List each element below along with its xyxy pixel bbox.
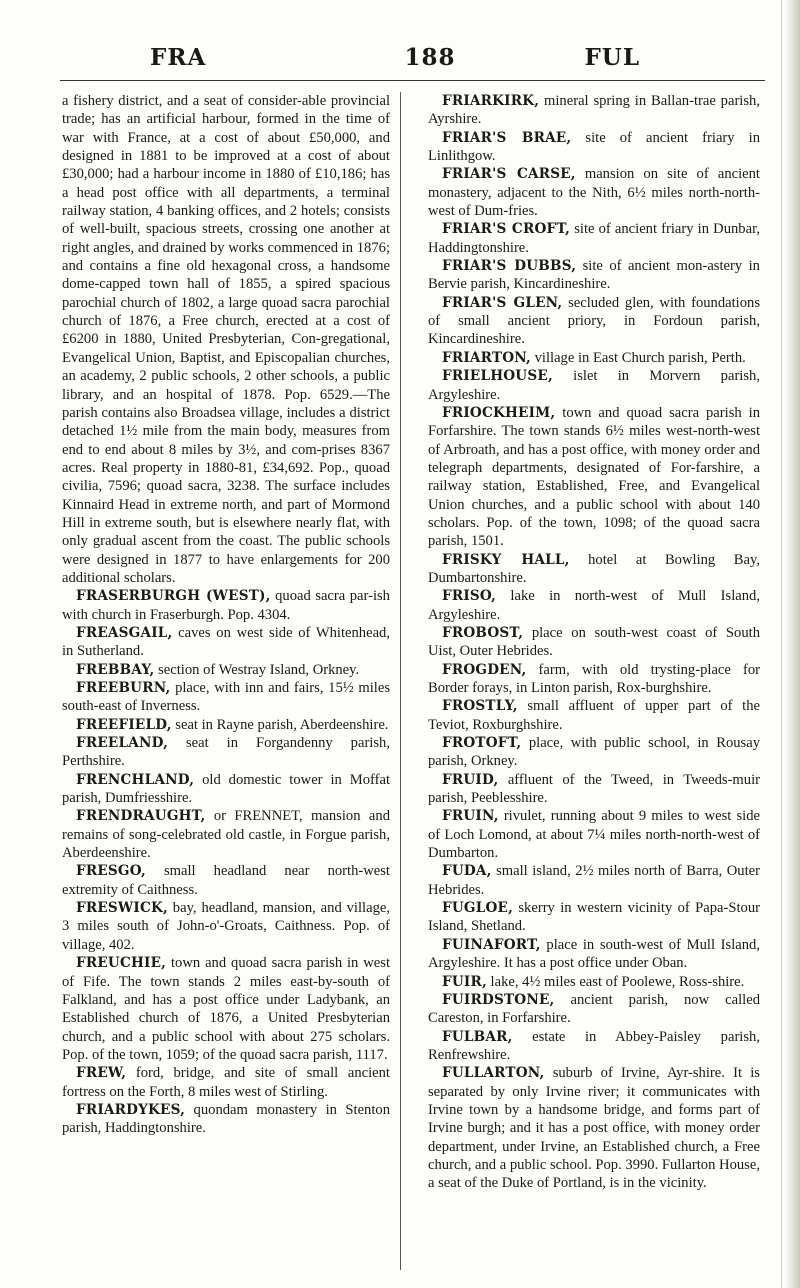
entry-text: place, with inn and fairs, 15½ miles south-east of Inverness.: [62, 680, 390, 715]
gazetteer-entry: [428, 973, 760, 991]
entry-headword: FRESGO,: [76, 863, 146, 880]
entry-headword: FROGDEN,: [442, 661, 527, 678]
gazetteer-entry: [62, 862, 390, 899]
entry-headword: FUIRDSTONE,: [442, 991, 555, 1008]
entry-headword: FRIARTON,: [442, 349, 531, 366]
gazetteer-entry: [428, 220, 760, 257]
entry-text: old domestic tower in Moffat parish, Dumfriesshire.: [62, 771, 390, 807]
entry-text: site of ancient mon-astery in Bervie parish, Kincardineshire.: [428, 258, 760, 293]
entry-headword: FROSTLY,: [442, 698, 518, 715]
left-column: [62, 92, 390, 1138]
right-column: [428, 92, 760, 1193]
page-edge-shadow: [784, 0, 800, 1288]
entry-headword: FRIAR'S CARSE,: [442, 166, 576, 183]
entry-headword: FRIAR'S GLEN,: [442, 294, 563, 311]
entry-text: islet in Morvern parish, Argyleshire.: [428, 368, 760, 403]
gazetteer-entry: [62, 1101, 390, 1138]
entry-text: skerry in western vicinity of Papa-Stour Island, Shetland.: [428, 900, 760, 935]
entry-headword: FREUCHIE,: [76, 955, 167, 972]
entry-headword: FRIAR'S DUBBS,: [442, 258, 577, 275]
gazetteer-entry: [428, 936, 760, 973]
gazetteer-entry: [428, 697, 760, 734]
entry-text: small affluent of upper part of the Teviot, Roxburghshire.: [428, 698, 760, 733]
gazetteer-entry: [428, 404, 760, 551]
entry-text: suburb of Irvine, Ayr-shire. It is separated by only Irvine river; it communicates with Irvine town by a handsome bridge, and forms part of Irvine burgh; and it has a post office, with money order department, under Irvine, an Established church, a Free church, and a public school. Pop. 3990. Fullarton House, a seat of the Duke of Portland, is in the vicinity.: [428, 1065, 760, 1192]
entry-headword: FRIELHOUSE,: [442, 368, 553, 385]
entry-text: farm, with old trysting-place for Border forays, in Linton parish, Rox-burghshire.: [428, 661, 760, 696]
entry-text: rivulet, running about 9 miles to west side of Loch Lomond, at about 7¼ miles north-north-west of Dumbarton.: [428, 808, 760, 862]
entry-text: place in south-west of Mull Island, Argyleshire. It has a post office under Oban.: [428, 936, 760, 972]
entry-headword: FRIARKIRK,: [442, 93, 540, 109]
entry-text: seat in Forgandenny parish, Perthshire.: [62, 735, 390, 770]
entry-headword: FUGLOE,: [442, 900, 514, 917]
entry-headword: FULLARTON,: [442, 1065, 545, 1082]
gazetteer-entry: [62, 679, 390, 716]
gazetteer-entry: [428, 1064, 760, 1192]
entry-text: ancient parish, now called Careston, in Forfarshire.: [428, 991, 760, 1027]
entry-headword: FRIAR'S BRAE,: [442, 129, 572, 146]
gazetteer-entry: [62, 954, 390, 1064]
entry-text: village in East Church parish, Perth.: [530, 349, 746, 366]
entry-headword: FREW,: [76, 1065, 127, 1082]
entry-text: seat in Rayne parish, Aberdeenshire.: [171, 716, 389, 733]
gazetteer-entry: [428, 862, 760, 899]
page-number: 188: [404, 44, 456, 71]
entry-headword: FREBBAY,: [76, 661, 155, 678]
gazetteer-entry: [428, 551, 760, 588]
entry-text: site of ancient friary in Linlithgow.: [428, 129, 761, 165]
gazetteer-entry: [62, 624, 390, 661]
entry-text: lake in north-west of Mull Island, Argyleshire.: [428, 588, 760, 623]
gazetteer-entry: [428, 129, 760, 166]
gazetteer-entry: [428, 92, 760, 129]
entry-text: caves on west side of Whitenhead, in Sutherland.: [62, 624, 390, 660]
entry-text: hotel at Bowling Bay, Dumbartonshire.: [428, 551, 760, 586]
header-rule: [60, 80, 765, 81]
header-right-guide-word: FUL: [584, 44, 640, 71]
entry-text: quoad sacra par-ish with church in Fraserburgh. Pop. 4304.: [62, 588, 390, 623]
entry-text: mineral spring in Ballan-trae parish, Ayrshire.: [428, 93, 760, 128]
running-header: [60, 44, 740, 78]
entry-headword: FRISKY HALL,: [442, 551, 570, 568]
entry-headword: FREELAND,: [76, 735, 169, 752]
gazetteer-entry: [428, 349, 760, 367]
entry-text: or FRENNET, mansion and remains of song-celebrated old castle, in Forgue parish, Aberdeenshire.: [62, 808, 390, 862]
gazetteer-entry: [428, 624, 760, 661]
entry-text: secluded glen, with foundations of small ancient priory, in Fordoun parish, Kincardineshire.: [428, 294, 761, 348]
entry-text: a fishery district, and a seat of consider-able provincial trade; has an artificial harbour, formed in the time of war with France, at a cost of about £50,000, and designed in 1881 to be improved at a cost of about £30,000; had a harbour income in 1880 of £10,186; has a head post office with all departments, a terminal railway station, 4 banking offices, and 2 hotels; consists of well-built, spacious streets, crossing one another at right angles, and drained by works commenced in 1876; and contains a fine old hexagonal cross, a handsome dome-capped town hall of 1855, a spired spacious parochial church of 1802, a large quoad sacra parochial church of 1876, a Free church, erected at a cost of £6200 in 1880, United Presbyterian, Con-gregational, Evangelical Union, Baptist, and Episcopalian churches, an academy, 2 public schools, 2 other schools, a public library, and an hospital of 1878. Pop. 6529.—The parish contains also Broadsea village, includes a district detached 1½ mile from the main body, measures from end to end about 8 miles by 3½, and com-prises 8367 acres. Real property in 1880-81, £34,692. Pop., quoad civilia, 7596; quoad sacra, 3238. The surface includes Kinnaird Head in extreme north, and part of Mormond Hill in extreme south, but is elsewhere nearly flat, with only gradual ascent from the coast. The public schools were designed in 1877 to have enlargements for 200 additional scholars.: [62, 93, 390, 586]
entry-text: site of ancient friary in Dunbar, Haddingtonshire.: [428, 221, 760, 256]
gazetteer-entry: [428, 807, 760, 862]
gazetteer-entry: [62, 587, 390, 624]
entry-text: small headland near north-west extremity of Caithness.: [62, 863, 390, 898]
gazetteer-entry: [62, 771, 390, 808]
gazetteer-entry: [428, 771, 760, 808]
entry-headword: FRENDRAUGHT,: [76, 808, 206, 825]
entry-text: place on south-west coast of South Uist, Outer Hebrides.: [428, 624, 760, 660]
entry-text: lake, 4½ miles east of Poolewe, Ross-shire.: [486, 973, 745, 990]
entry-headword: FRUID,: [442, 771, 499, 788]
gazetteer-entry: [62, 92, 390, 587]
entry-headword: FREEFIELD,: [76, 716, 172, 733]
entry-headword: FRESWICK,: [76, 900, 168, 917]
entry-headword: FULBAR,: [442, 1028, 513, 1045]
entry-headword: FRIAR'S CROFT,: [442, 221, 571, 238]
gazetteer-entry: [428, 661, 760, 698]
entry-headword: FROTOFT,: [442, 735, 522, 752]
entry-text: mansion on site of ancient monastery, adjacent to the Nith, 6½ miles north-north-west of Dum-fries.: [428, 166, 760, 220]
header-left-guide-word: FRA: [150, 44, 207, 71]
entry-text: quondam monastery in Stenton parish, Haddingtonshire.: [62, 1101, 390, 1137]
page-edge-line: [781, 0, 782, 1288]
gazetteer-entry: [62, 899, 390, 954]
entry-headword: FRENCHLAND,: [76, 771, 195, 788]
gazetteer-entry: [428, 587, 760, 624]
entry-text: ford, bridge, and site of small ancient fortress on the Forth, 8 miles west of Stirling.: [62, 1065, 390, 1100]
gazetteer-entry: [62, 734, 390, 771]
entry-text: town and quoad sacra parish in Forfarshire. The town stands 6½ miles west-north-west of Arbroath, and has a post office, with money order and telegraph departments, designated of For-farshire, a railway station, Established, Free, and Evangelical Union churches, and a public school with about 140 scholars. Pop. of the town, 1098; of the quoad sacra parish, 1501.: [428, 404, 760, 550]
gazetteer-entry: [62, 807, 390, 862]
entry-text: affluent of the Tweed, in Tweeds-muir parish, Peeblesshire.: [428, 771, 760, 807]
gazetteer-entry: [428, 294, 760, 349]
entry-headword: FUDA,: [442, 863, 492, 880]
gazetteer-entry: [428, 734, 760, 771]
gazetteer-entry: [428, 367, 760, 404]
gazetteer-entry: [428, 257, 760, 294]
column-divider: [400, 92, 401, 1270]
entry-headword: FRIOCKHEIM,: [442, 404, 556, 421]
gazetteer-entry: [62, 1064, 390, 1101]
entry-text: section of Westray Island, Orkney.: [154, 661, 360, 678]
entry-headword: FREASGAIL,: [76, 624, 173, 641]
entry-headword: FROBOST,: [442, 624, 524, 641]
entry-headword: FREEBURN,: [76, 680, 171, 696]
entry-text: bay, headland, mansion, and village, 3 miles south of John-o'-Groats, Caithness. Pop. of village, 402.: [62, 900, 390, 953]
entry-text: place, with public school, in Rousay parish, Orkney.: [428, 735, 760, 770]
gazetteer-entry: [428, 165, 760, 220]
entry-text: estate in Abbey-Paisley parish, Renfrewshire.: [428, 1028, 760, 1063]
entry-headword: FRUIN,: [442, 808, 499, 825]
entry-headword: FRISO,: [442, 588, 497, 605]
gazetteer-entry: [428, 1028, 760, 1065]
gazetteer-entry: [62, 716, 390, 734]
entry-headword: FUINAFORT,: [442, 936, 541, 953]
entry-headword: FRIARDYKES,: [76, 1101, 186, 1118]
gazetteer-entry: [62, 661, 390, 679]
gazetteer-entry: [428, 991, 760, 1028]
entry-headword: FRASERBURGH (WEST),: [76, 588, 271, 605]
gazetteer-entry: [428, 899, 760, 936]
entry-text: town and quoad sacra parish in west of Fife. The town stands 2 miles east-by-south of Falkland, and has a post office under Ladybank, an Established church of 1876, a United Presbyterian church, and a public school with about 275 scholars. Pop. of the town, 1059; of the quoad sacra parish, 1117.: [62, 955, 390, 1063]
entry-text: small island, 2½ miles north of Barra, Outer Hebrides.: [428, 863, 760, 898]
entry-headword: FUIR,: [442, 973, 487, 990]
